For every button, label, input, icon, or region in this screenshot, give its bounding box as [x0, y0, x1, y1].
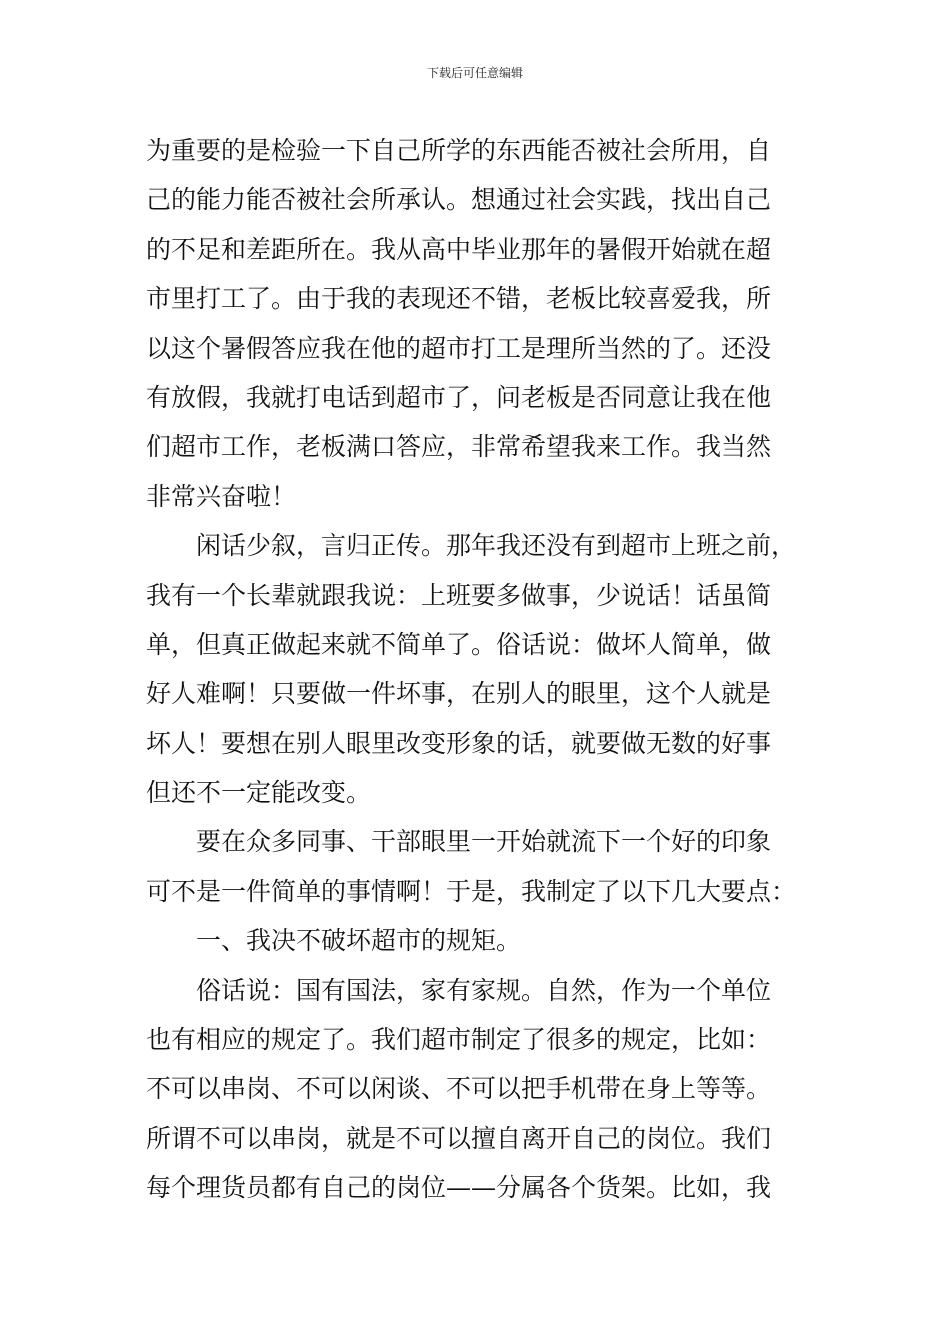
text-line: 好人难啊！只要做一件坏事，在别人的眼里，这个人就是: [146, 679, 772, 709]
text-line: 闲话少叙，言归正传。那年我还没有到超市上班之前，: [146, 531, 797, 561]
text-line: 非常兴奋啦！: [146, 481, 297, 511]
text-line: 所谓不可以串岗，就是不可以擅自离开自己的岗位。我们: [146, 1123, 772, 1153]
text-line: 坏人！要想在别人眼里改变形象的话，就要做无数的好事: [146, 728, 772, 758]
text-line: 也有相应的规定了。我们超市制定了很多的规定，比如：: [146, 1025, 772, 1055]
text-line: 俗话说：国有国法，家有家规。自然，作为一个单位: [146, 975, 772, 1005]
text-line: 单，但真正做起来就不简单了。俗话说：做坏人简单，做: [146, 629, 772, 659]
page-header: 下载后可任意编辑: [426, 66, 523, 80]
text-line: 以这个暑假答应我在他的超市打工是理所当然的了。还没: [146, 333, 772, 363]
text-line: 但还不一定能改变。: [146, 778, 372, 808]
text-line: 一、我决不破坏超市的规矩。: [146, 926, 522, 956]
text-line: 不可以串岗、不可以闲谈、不可以把手机带在身上等等。: [146, 1074, 772, 1104]
text-line: 为重要的是检验一下自己所学的东西能否被社会所用，自: [146, 136, 772, 165]
text-line: 我有一个长辈就跟我说：上班要多做事，少说话！话虽简: [146, 580, 772, 610]
text-line: 有放假，我就打电话到超市了，问老板是否同意让我在他: [146, 382, 772, 412]
text-line: 可不是一件简单的事情啊！于是，我制定了以下几大要点：: [146, 876, 797, 906]
text-line: 们超市工作，老板满口答应，非常希望我来工作。我当然: [146, 432, 772, 462]
text-line: 市里打工了。由于我的表现还不错，老板比较喜爱我，所: [146, 284, 772, 314]
document-body: [146, 126, 810, 1213]
text-line: 己的能力能否被社会所承认。想通过社会实践，找出自己: [146, 185, 772, 215]
text-line: 要在众多同事、干部眼里一开始就流下一个好的印象: [146, 827, 772, 857]
text-line: 每个理货员都有自己的岗位——分属各个货架。比如，我: [146, 1173, 772, 1203]
text-line: 的不足和差距所在。我从高中毕业那年的暑假开始就在超: [146, 234, 772, 264]
